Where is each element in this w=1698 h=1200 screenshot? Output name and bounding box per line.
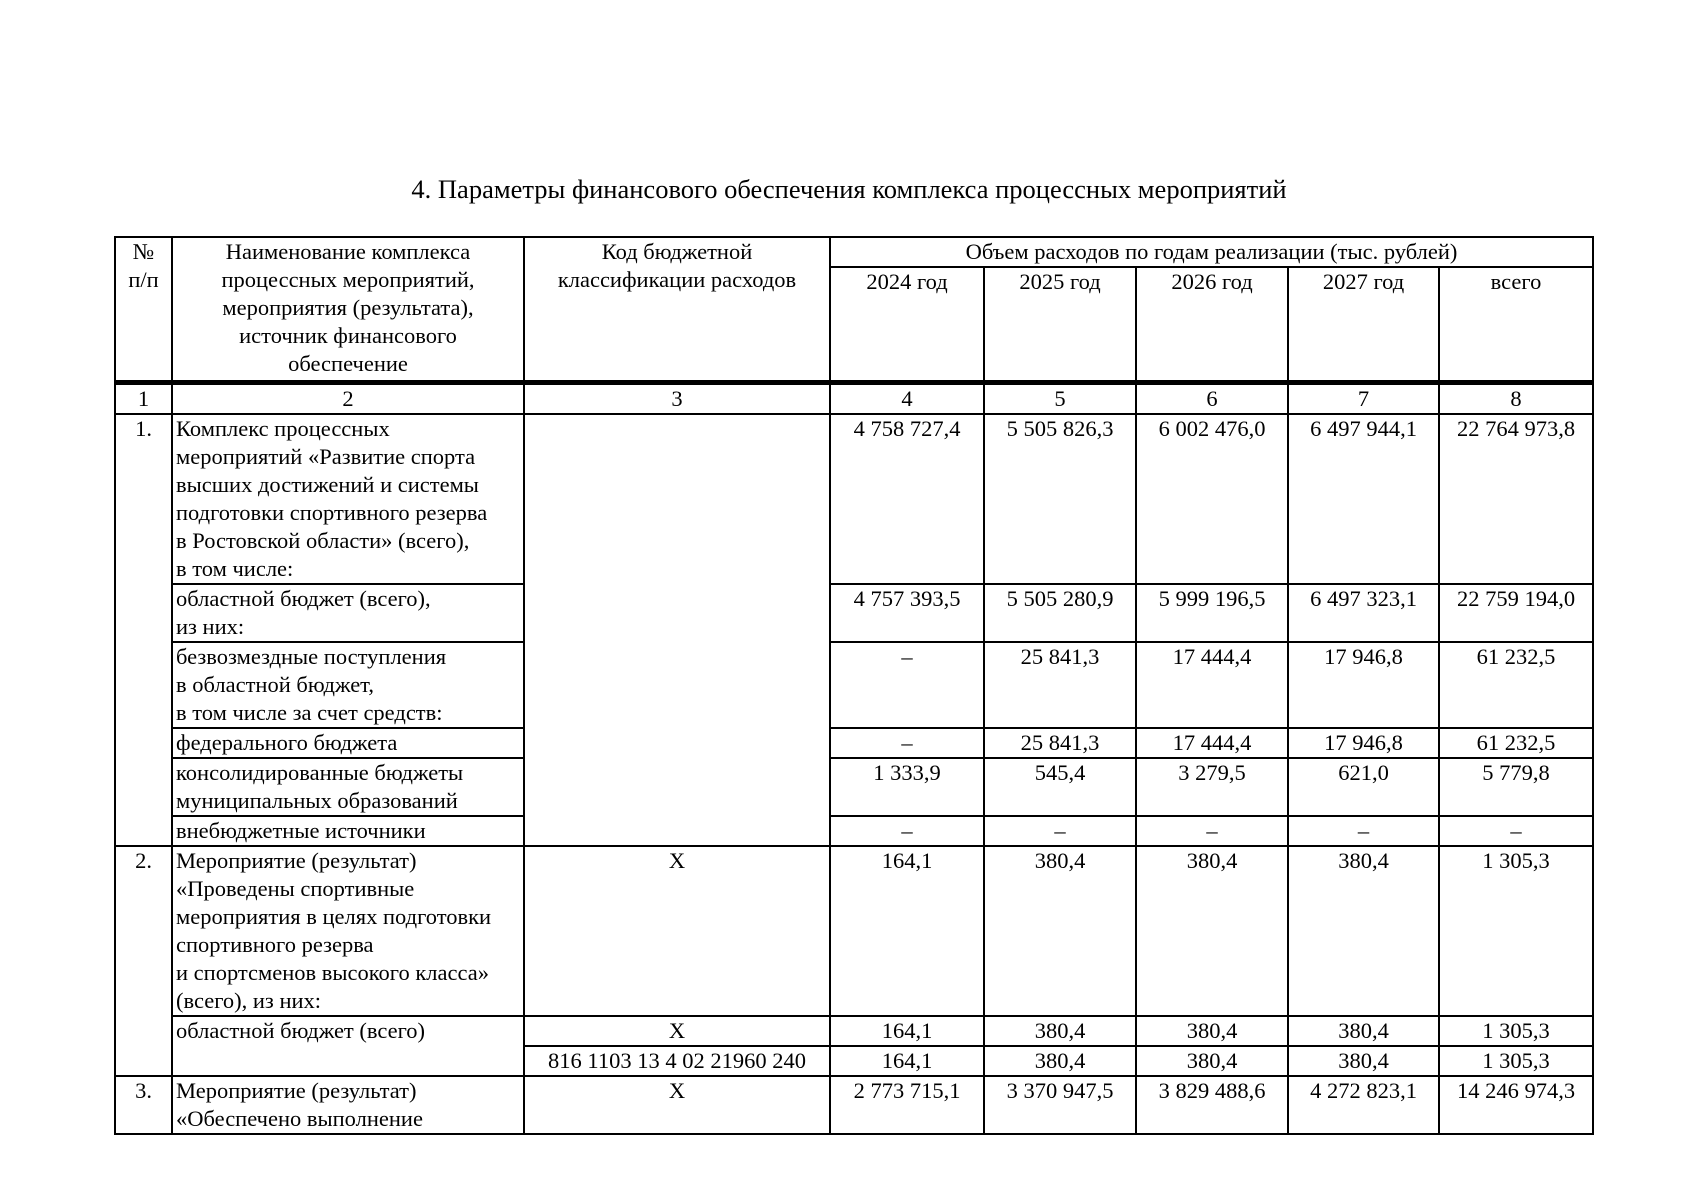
header-year: 2027 год [1288,267,1439,383]
row-value: 380,4 [1288,1046,1439,1076]
row-code: X [524,1016,830,1046]
row-value: 621,0 [1288,758,1439,816]
table-row [115,584,1593,642]
row-number: 1. [115,414,172,846]
row-value: – [1136,816,1288,846]
row-value: 4 757 393,5 [830,584,984,642]
row-value: 3 370 947,5 [984,1076,1136,1134]
row-value: 22 759 194,0 [1439,584,1593,642]
column-number: 3 [524,383,830,415]
row-value: 164,1 [830,846,984,1016]
row-code: 816 1103 13 4 02 21960 240 [524,1046,830,1076]
row-value: 22 764 973,8 [1439,414,1593,584]
page-title: 4. Параметры финансового обеспечения комплекса процессных мероприятий [411,174,1287,204]
header-year: 2024 год [830,267,984,383]
row-name: областной бюджет (всего) [172,1016,524,1076]
table-row [115,816,1593,846]
row-value: 380,4 [1136,846,1288,1016]
column-number: 7 [1288,383,1439,415]
row-value: 61 232,5 [1439,728,1593,758]
row-number: 3. [115,1076,172,1134]
column-number: 2 [172,383,524,415]
row-name: внебюджетные источники [172,816,524,846]
row-value: 380,4 [984,1016,1136,1046]
row-value: 380,4 [1136,1046,1288,1076]
table-row [115,846,1593,1016]
row-value: 380,4 [984,846,1136,1016]
row-value: 17 444,4 [1136,642,1288,728]
table-row [115,758,1593,816]
header-year: 2026 год [1136,267,1288,383]
row-value: 14 246 974,3 [1439,1076,1593,1134]
row-name: Мероприятие (результат) «Обеспечено выполнение [172,1076,524,1134]
table-row [115,642,1593,728]
row-name: Комплекс процессных мероприятий «Развитие спорта высших достижений и системы подготовки спортивного резерва в Ростовской области» (всего), в том числе: [172,414,524,584]
row-value: 5 779,8 [1439,758,1593,816]
header-name: Наименование комплекса процессных мероприятий, мероприятия (результата), источник финансового обеспечение [172,237,524,383]
row-value: 61 232,5 [1439,642,1593,728]
row-value: 1 305,3 [1439,1046,1593,1076]
column-number: 4 [830,383,984,415]
header-code: Код бюджетной классификации расходов [524,237,830,383]
header-volume: Объем расходов по годам реализации (тыс. рублей) [830,237,1593,267]
row-value: 5 505 280,9 [984,584,1136,642]
row-value: 164,1 [830,1016,984,1046]
row-code [524,414,830,846]
row-value: – [1439,816,1593,846]
row-value: 25 841,3 [984,728,1136,758]
row-value: 17 444,4 [1136,728,1288,758]
table-row [115,1016,1593,1046]
row-value: 6 497 323,1 [1288,584,1439,642]
row-value: 380,4 [1288,846,1439,1016]
header-number: № п/п [115,237,172,383]
row-code: X [524,1076,830,1134]
row-name: областной бюджет (всего), из них: [172,584,524,642]
column-number-row [115,383,1593,415]
row-value: 1 305,3 [1439,846,1593,1016]
table-row [115,728,1593,758]
row-value: 1 305,3 [1439,1016,1593,1046]
header-year: 2025 год [984,267,1136,383]
row-value: 3 829 488,6 [1136,1076,1288,1134]
row-value: – [830,642,984,728]
row-value: 6 002 476,0 [1136,414,1288,584]
row-value: 2 773 715,1 [830,1076,984,1134]
row-code: X [524,846,830,1016]
row-name: федерального бюджета [172,728,524,758]
header-row [115,237,1593,267]
column-number: 5 [984,383,1136,415]
row-value: 17 946,8 [1288,642,1439,728]
financing-table [114,236,1594,1135]
row-name: Мероприятие (результат) «Проведены спортивные мероприятия в целях подготовки спортивного резерва и спортсменов высокого класса» (всего), из них: [172,846,524,1016]
row-name: безвозмездные поступления в областной бюджет, в том числе за счет средств: [172,642,524,728]
table-row [115,1076,1593,1134]
row-value: 17 946,8 [1288,728,1439,758]
row-value: 380,4 [1288,1016,1439,1046]
column-number: 6 [1136,383,1288,415]
row-number: 2. [115,846,172,1076]
row-value: 1 333,9 [830,758,984,816]
row-value: 25 841,3 [984,642,1136,728]
row-value: 3 279,5 [1136,758,1288,816]
row-value: – [830,816,984,846]
row-value: 6 497 944,1 [1288,414,1439,584]
row-value: – [830,728,984,758]
column-number: 1 [115,383,172,415]
column-number: 8 [1439,383,1593,415]
row-value: 4 272 823,1 [1288,1076,1439,1134]
row-value: 380,4 [1136,1016,1288,1046]
row-value: 5 999 196,5 [1136,584,1288,642]
row-value: – [984,816,1136,846]
header-total: всего [1439,267,1593,383]
row-value: 545,4 [984,758,1136,816]
table-row [115,414,1593,584]
row-value: 164,1 [830,1046,984,1076]
row-value: – [1288,816,1439,846]
row-value: 4 758 727,4 [830,414,984,584]
row-value: 5 505 826,3 [984,414,1136,584]
row-name: консолидированные бюджеты муниципальных образований [172,758,524,816]
row-value: 380,4 [984,1046,1136,1076]
